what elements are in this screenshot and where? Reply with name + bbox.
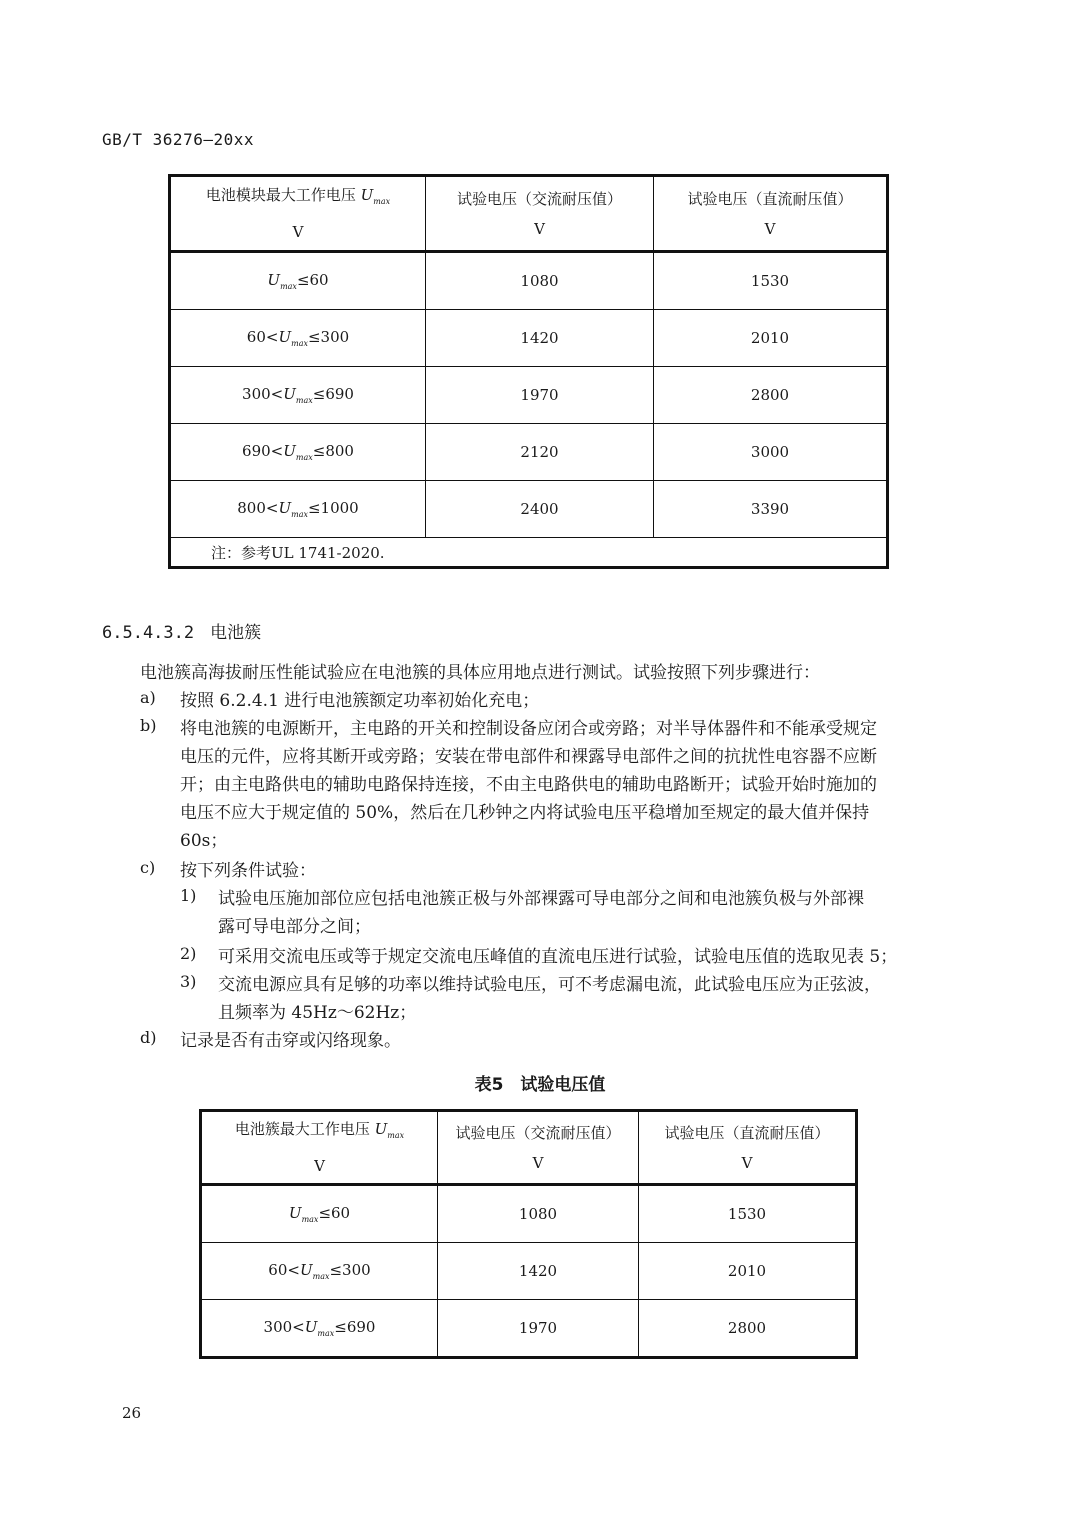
table-row [201,1243,857,1300]
step-text: 开；由主电路供电的辅助电路保持连接，不由主电路供电的辅助电路断开；试验开始时施加的 [180,775,877,795]
header-dc-voltage [639,1111,857,1185]
table-row [170,424,888,481]
substep-text: 露可导电部分之间； [218,917,371,937]
dc-value-cell: 3390 [654,481,888,538]
ac-value-cell: 2400 [426,481,654,538]
step-text: 将电池簇的电源断开，主电路的开关和控制设备应闭合或旁路；对半导体器件和不能承受规定 [180,719,877,739]
umax-symbol: $U_{max}$ [374,1120,405,1140]
voltage-range-cell: $U_{max}\le 60$ [201,1185,438,1243]
document-code: GB/T 36276—20xx [102,130,254,149]
module-voltage-table [168,174,889,569]
substep-marker: 3) [180,972,197,991]
table-caption: 表5 试验电压值 [474,1075,606,1095]
table-header-row [170,176,888,252]
substep-marker: 1) [180,886,197,905]
table-row [170,252,888,310]
header-label: 电池模块最大工作电压 [205,186,356,204]
page-number: 26 [122,1404,142,1422]
substep-marker: 2) [180,944,197,963]
header-unit: V [292,223,304,241]
header-label: 电池簇最大工作电压 [234,1120,370,1138]
substep-text: 且频率为 45Hz～62Hz； [218,1003,417,1023]
header-unit: V [764,219,776,238]
table-note: 注：参考UL 1741-2020. [170,538,888,568]
section-title: 电池簇 [210,623,262,643]
dc-value-cell: 1530 [654,252,888,310]
substep-text: 交流电源应具有足够的功率以维持试验电压，可不考虑漏电流，此试验电压应为正弦波， [218,975,881,995]
header-unit: V [534,219,545,238]
header-label: 试验电压（直流耐压值） [687,189,853,208]
voltage-range-cell: $300<U_{max}\le 690$ [201,1300,438,1358]
header-dc-voltage [654,176,888,252]
table-note-row [170,538,888,568]
table-header-row [201,1111,857,1185]
header-label: 试验电压（交流耐压值） [456,189,622,208]
step-text: 按照 6.2.4.1 进行电池簇额定功率初始化充电； [180,691,540,711]
ac-value-cell: 1420 [438,1243,639,1300]
table-row [201,1185,857,1243]
dc-value-cell: 2010 [654,310,888,367]
ac-value-cell: 1970 [438,1300,639,1358]
step-marker: b) [140,716,157,735]
header-unit: V [741,1153,753,1172]
ac-value-cell: 1420 [426,310,654,367]
header-unit: V [532,1153,544,1172]
voltage-range-cell: $60<U_{max}\le 300$ [170,310,426,367]
dc-value-cell: 3000 [654,424,888,481]
voltage-range-cell: $U_{max}\le 60$ [170,252,426,310]
voltage-range-cell: $800<U_{max}\le 1000$ [170,481,426,538]
voltage-range-cell: $60<U_{max}\le 300$ [201,1243,438,1300]
table-row [170,367,888,424]
header-ac-voltage [438,1111,639,1185]
ac-value-cell: 1080 [426,252,654,310]
voltage-range-cell: $690<U_{max}\le 800$ [170,424,426,481]
header-max-voltage [201,1111,438,1185]
header-ac-voltage [426,176,654,252]
cluster-voltage-table [199,1109,858,1359]
header-label: 试验电压（交流耐压值） [455,1123,621,1142]
dc-value-cell: 2800 [654,367,888,424]
table-row [201,1300,857,1358]
dc-value-cell: 1530 [639,1185,857,1243]
step-marker: a) [140,688,156,707]
voltage-range-cell: $300<U_{max}\le 690$ [170,367,426,424]
section-number: 6.5.4.3.2 [102,623,195,643]
step-text: 记录是否有击穿或闪络现象。 [180,1031,401,1051]
ac-value-cell: 1970 [426,367,654,424]
ac-value-cell: 2120 [426,424,654,481]
table-row [170,481,888,538]
step-text: 电压的元件，应将其断开或旁路；安装在带电部件和裸露导电部件之间的抗扰性电容器不应断 [180,747,877,767]
substep-text: 试验电压施加部位应包括电池簇正极与外部裸露可导电部分之间和电池簇负极与外部裸 [218,889,864,909]
umax-symbol: $U_{max}$ [360,186,391,206]
step-text: 按下列条件试验： [180,861,316,881]
step-text: 60s； [180,831,228,851]
section-heading [102,618,261,643]
header-label: 试验电压（直流耐压值） [664,1123,830,1142]
substep-text: 可采用交流电压或等于规定交流电压峰值的直流电压进行试验，试验电压值的选取见表 5； [218,947,898,967]
section-intro: 电池簇高海拔耐压性能试验应在电池簇的具体应用地点进行测试。试验按照下列步骤进行： [140,663,820,683]
step-marker: c) [140,858,156,877]
dc-value-cell: 2010 [639,1243,857,1300]
step-text: 电压不应大于规定值的 50%，然后在几秒钟之内将试验电压平稳增加至规定的最大值并保持 [180,803,870,823]
step-marker: d) [140,1028,157,1047]
header-max-voltage [170,176,426,252]
header-unit: V [314,1157,325,1175]
ac-value-cell: 1080 [438,1185,639,1243]
table-row [170,310,888,367]
dc-value-cell: 2800 [639,1300,857,1358]
